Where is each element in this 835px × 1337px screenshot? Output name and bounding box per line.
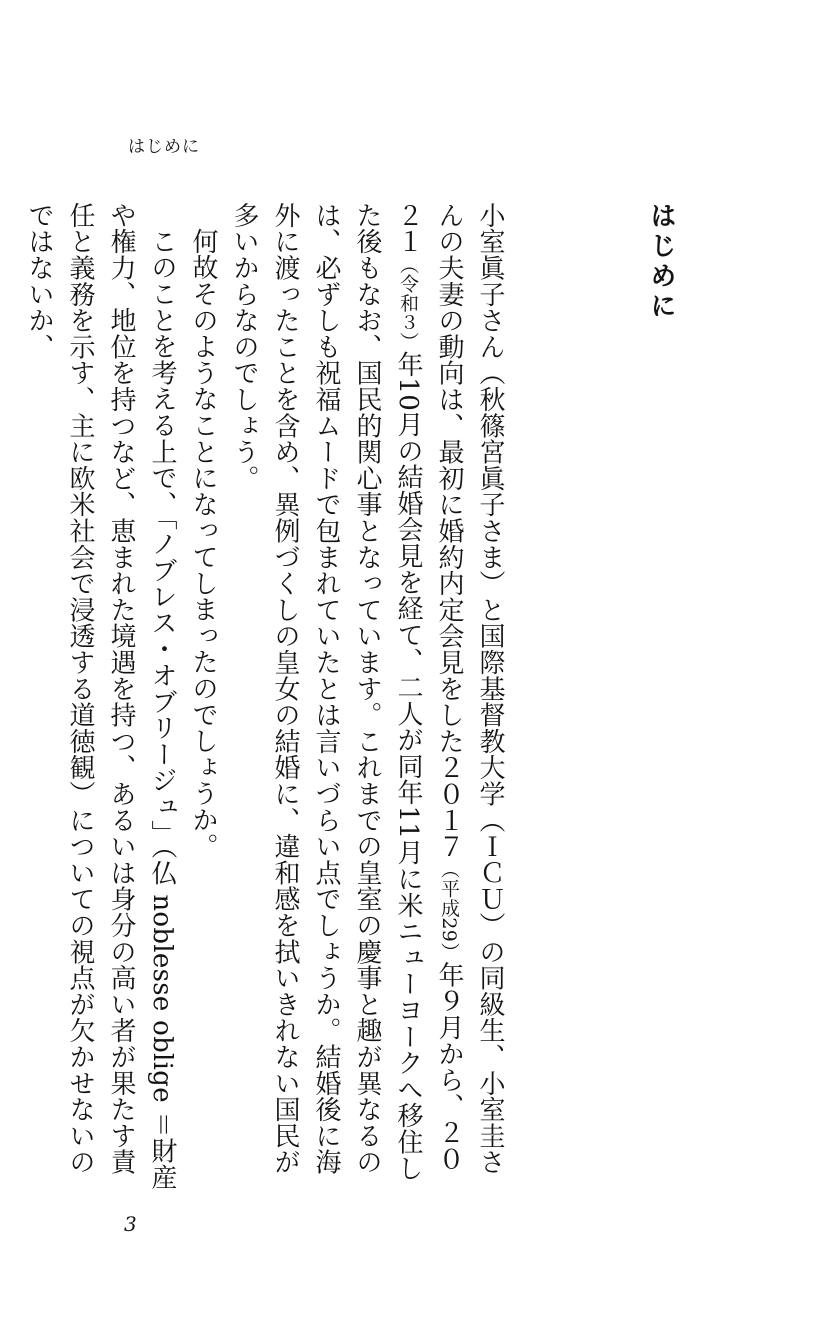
era-note-heisei: （平成29）: [438, 859, 460, 962]
running-head: はじめに: [128, 137, 200, 157]
paragraph-3: このことを考える上で、「ノブレス・オブリージュ」（仏 noblesse oblige ＝財産や権力、地位を持つなど、恵まれた境遇を持つ、あるいは身分の高い者が果たす責任と義務を示す、主に欧米社会で浸透する道徳観）についての視点が欠かせないのではないか、: [24, 202, 177, 1191]
paragraph-2: 何故そのようなことになってしまったのでしょうか。: [188, 228, 218, 860]
page-number: 3: [124, 1212, 137, 1236]
body-text: [24, 202, 510, 1192]
era-note-reiwa: （令和３）: [397, 254, 419, 352]
paragraph-1: [223, 202, 510, 1192]
paragraph-1-text-c: 年10月の結婚会見を経て、二人が同年11月に米ニューヨークへ移住した後もなお、国民的関心事となっています。これまでの皇室の慶事と趣が異なるのは、必ずしも祝福ムードで包まれていたとは言いづらい点でしょうか。結婚後に海外に渡ったことを含め、異例づくしの皇女の結婚に、違和感を拭いきれない国民が多いからなのでしょう。: [229, 202, 423, 1182]
paragraph-1-text-b: 年９月から、２０２１: [393, 202, 464, 1172]
paragraph-1-text-a: 小室眞子さん（秋篠宮眞子さま）と国際基督教大学（ＩＣＵ）の同級生、小室圭さんの夫妻の動向は、最初に婚約内定会見をした２０１７: [434, 202, 505, 1176]
chapter-title: はじめに: [646, 202, 676, 322]
